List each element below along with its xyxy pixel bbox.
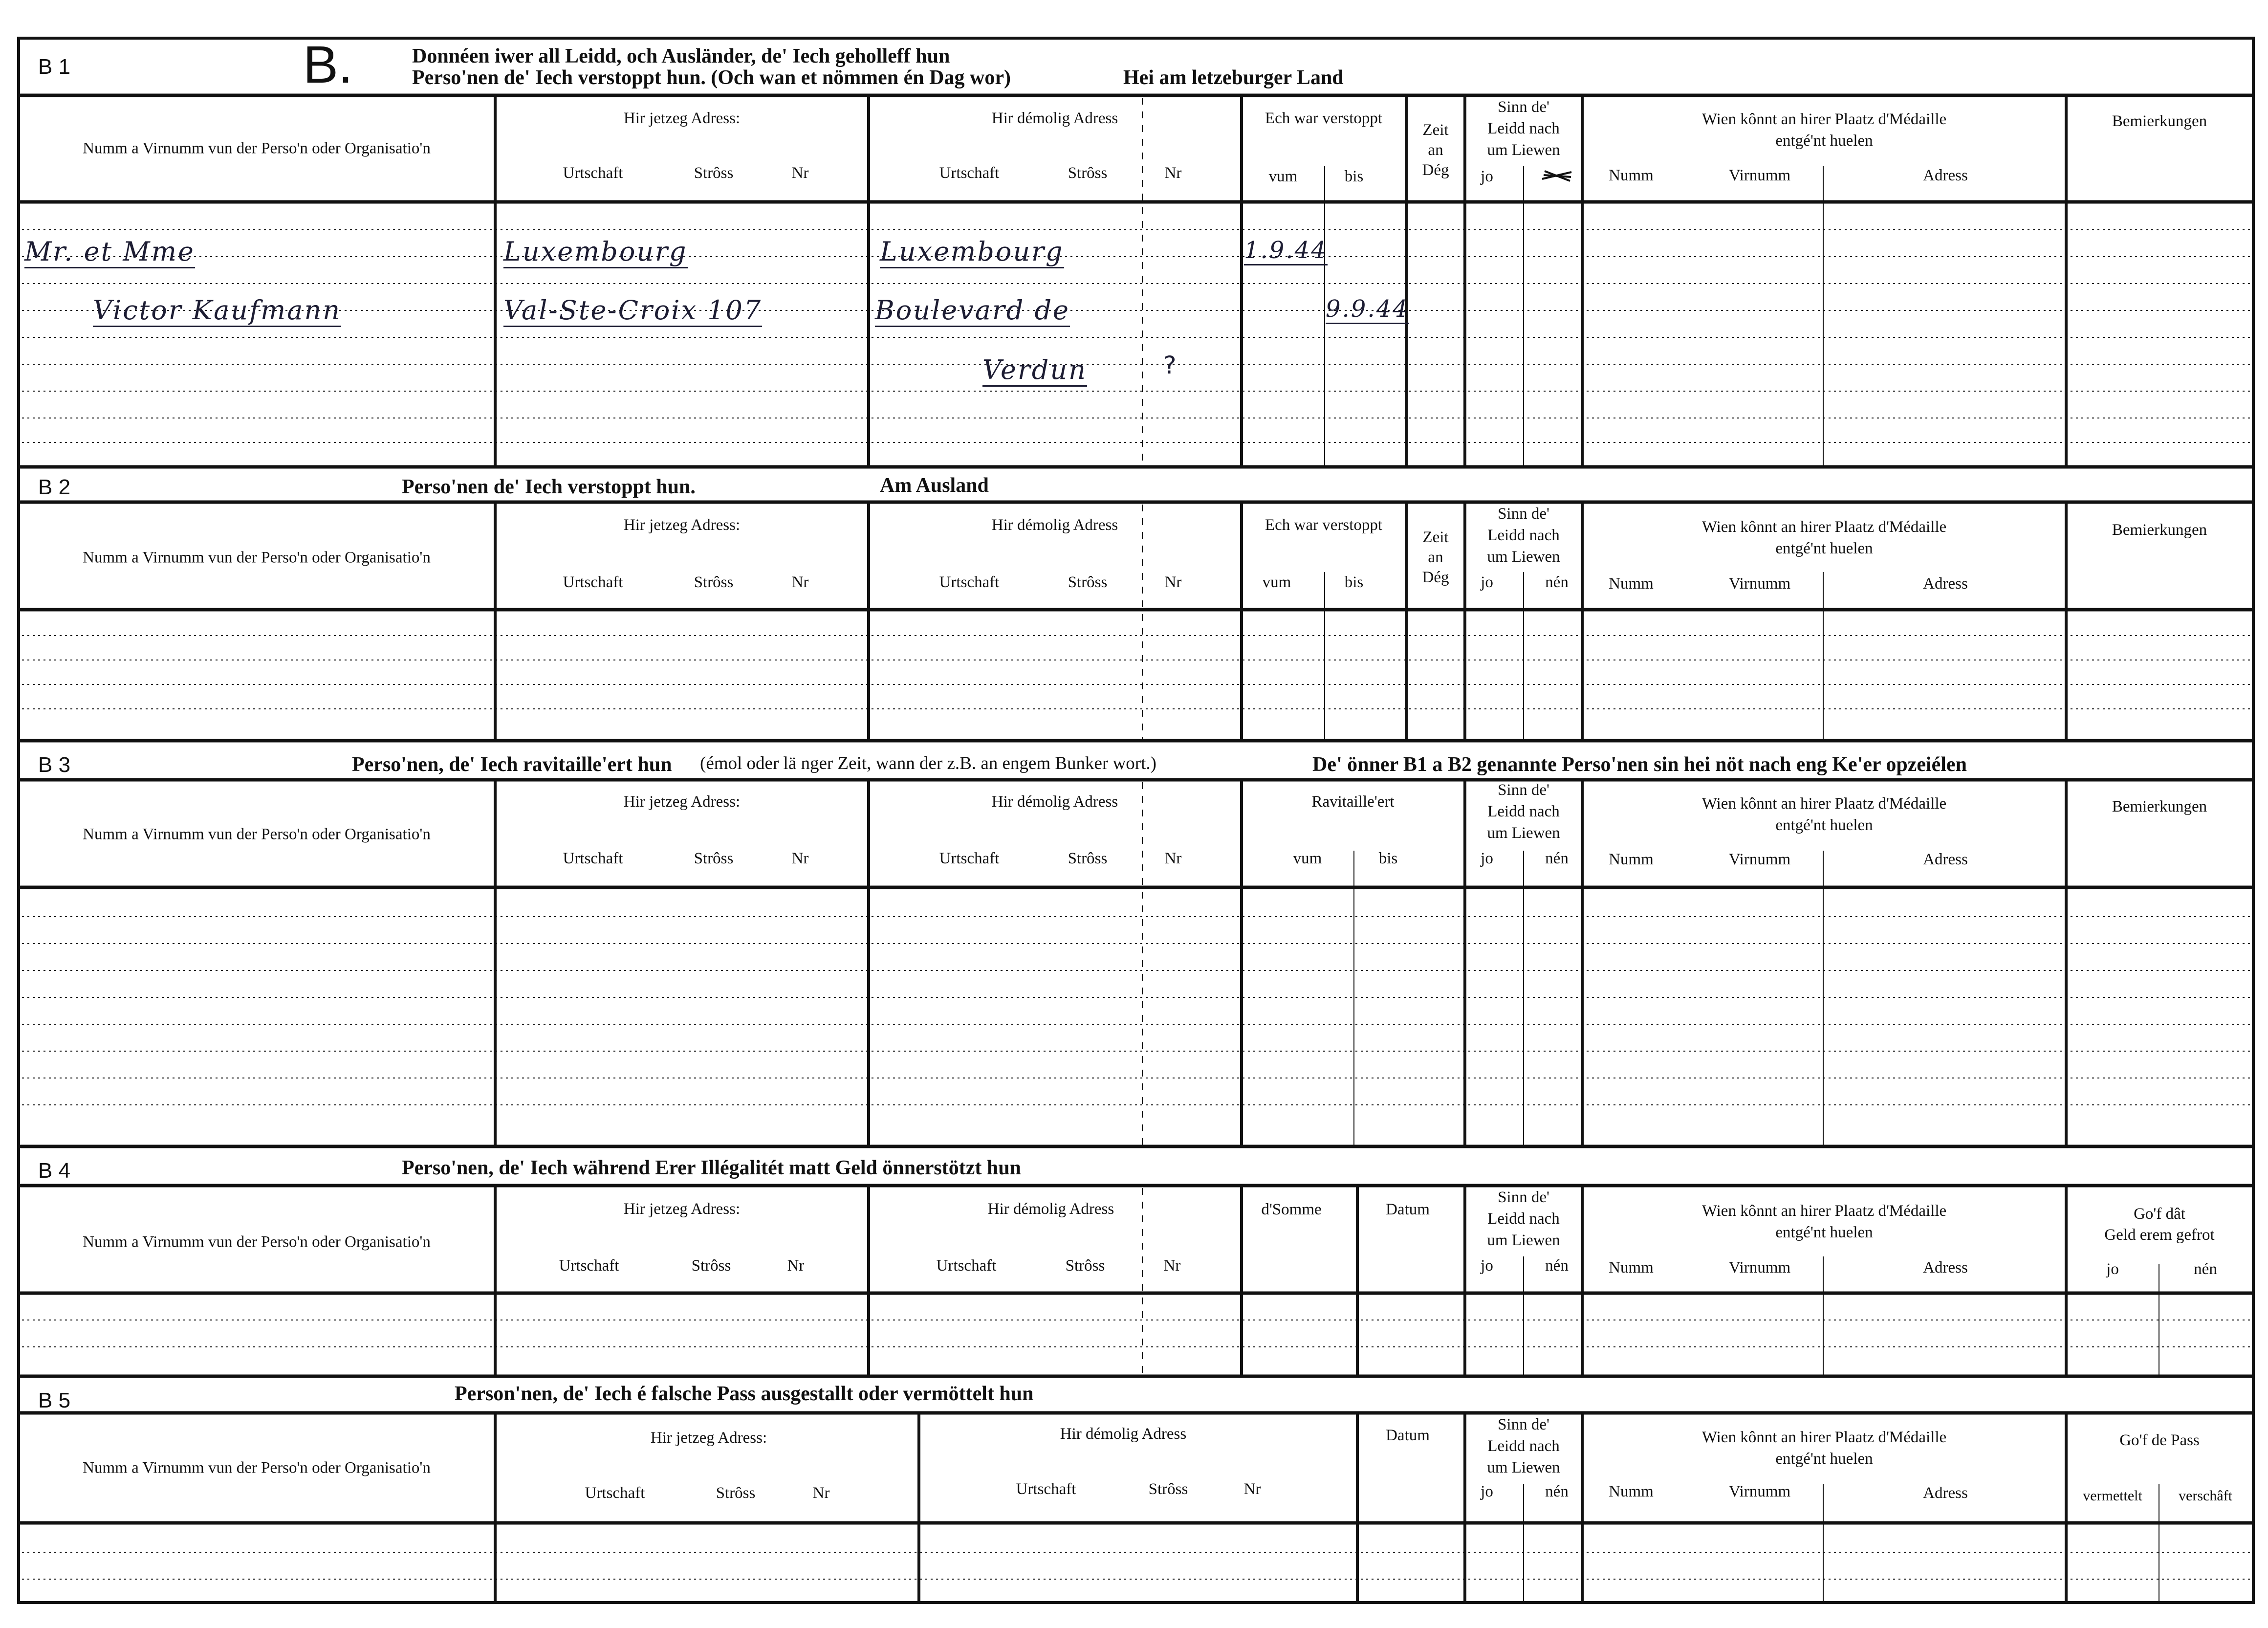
header-pass-given: Go'f de Pass: [2119, 1431, 2200, 1449]
header-from: vum: [1268, 168, 1298, 185]
section-title-b3-instruction: De' önner B1 a B2 genannte Perso'nen sin hei nöt nach eng Ke'er opzeiélen: [1312, 753, 1967, 776]
header-number: Nr: [791, 850, 809, 867]
header-time: Dég: [1422, 161, 1449, 179]
header-medal: entgé'nt huelen: [1775, 1224, 1873, 1241]
header-former-address: Hir démolig Adress: [991, 110, 1118, 127]
header-place: Urtschaft: [939, 573, 1000, 591]
header-sum: d'Somme: [1261, 1201, 1322, 1218]
header-former-address: Hir démolig Adress: [991, 516, 1118, 534]
header-yes: jo: [1481, 1483, 1493, 1500]
header-remarks: Bemierkungen: [2112, 112, 2207, 130]
header-medal-firstname: Virnumm: [1728, 1483, 1791, 1500]
header-alive: um Liewen: [1487, 1232, 1560, 1249]
header-place: Urtschaft: [936, 1257, 997, 1275]
section-id-b4: B 4: [38, 1159, 71, 1183]
header-medal-address: Adress: [1923, 167, 1968, 184]
header-alive: Sinn de': [1498, 1416, 1549, 1433]
header-alive: Leidd nach: [1487, 1210, 1560, 1228]
header-number: Nr: [791, 164, 809, 182]
header-mediated: vermettelt: [2083, 1488, 2142, 1504]
section-id-b1: B 1: [38, 55, 71, 79]
header-place: Urtschaft: [563, 164, 623, 182]
header-issued: verschâft: [2179, 1488, 2232, 1504]
header-alive: Leidd nach: [1487, 120, 1560, 137]
header-yes: jo: [1481, 168, 1493, 185]
section-id-b5: B 5: [38, 1388, 71, 1412]
header-street: Strôss: [716, 1484, 756, 1502]
form-letter: B.: [303, 35, 353, 94]
header-time: Zeit: [1422, 121, 1449, 139]
header-alive: um Liewen: [1487, 548, 1560, 566]
header-alive: um Liewen: [1487, 824, 1560, 842]
header-place: Urtschaft: [585, 1484, 645, 1502]
entry-hidden-from: 1.9.44: [1244, 239, 1328, 265]
header-former-address: Hir démolig Adress: [991, 793, 1118, 811]
header-current-address: Hir jetzeg Adress:: [623, 793, 741, 811]
section-title-b3-note: (émol oder lä nger Zeit, wann der z.B. an engem Bunker wort.): [700, 753, 1156, 773]
header-alive: Leidd nach: [1487, 1437, 1560, 1455]
header-street: Strôss: [691, 1257, 731, 1275]
header-alive: um Liewen: [1487, 141, 1560, 159]
header-time: an: [1428, 141, 1443, 159]
header-medal: Wien kônnt an hirer Plaatz d'Médaille: [1701, 1202, 1947, 1220]
entry-name-line2: Victor Kaufmann: [93, 297, 341, 327]
header-money-back: Geld erem gefrot: [2104, 1226, 2215, 1244]
header-remarks: Bemierkungen: [2112, 521, 2207, 539]
header-medal-name: Numm: [1609, 1259, 1654, 1276]
header-name: Numm a Virnumm vun der Perso'n oder Organisatio'n: [83, 139, 431, 157]
header-medal: entgé'nt huelen: [1775, 132, 1873, 150]
section-id-b3: B 3: [38, 753, 71, 777]
header-number: Nr: [1164, 573, 1182, 591]
header-medal-address: Adress: [1923, 1484, 1968, 1502]
header-former-address: Hir démolig Adress: [987, 1200, 1114, 1218]
header-medal-name: Numm: [1609, 167, 1654, 184]
header-alive: Sinn de': [1498, 781, 1549, 799]
header-money-back: Go'f dât: [2134, 1205, 2185, 1223]
section-title-b1-line1: Donnéen iwer all Leidd, och Ausländer, de' Iech geholleff hun: [412, 45, 950, 67]
header-number: Nr: [1163, 1257, 1181, 1275]
header-street: Strôss: [1068, 164, 1108, 182]
header-time: Zeit: [1422, 528, 1449, 546]
header-number: Nr: [787, 1257, 805, 1275]
header-street: Strôss: [694, 164, 734, 182]
header-name: Numm a Virnumm vun der Perso'n oder Organisatio'n: [83, 549, 431, 567]
header-from: vum: [1293, 850, 1322, 867]
header-yes: jo: [1481, 850, 1493, 867]
header-no: nén: [2194, 1260, 2217, 1278]
header-name: Numm a Virnumm vun der Perso'n oder Organisatio'n: [83, 1459, 431, 1477]
header-number: Nr: [812, 1484, 830, 1502]
header-alive: Sinn de': [1498, 1188, 1549, 1206]
section-title-b1-line2: Perso'nen de' Iech verstoppt hun. (Och wan et nömmen én Dag wor): [412, 66, 1011, 89]
header-no: nén: [1545, 573, 1569, 591]
entry-current-street: Val-Ste-Croix 107: [503, 297, 762, 327]
header-medal: entgé'nt huelen: [1775, 540, 1873, 557]
header-to: bis: [1344, 573, 1364, 591]
header-yes: jo: [1481, 1257, 1493, 1275]
header-hidden: Ech war verstoppt: [1265, 516, 1383, 534]
header-alive: Leidd nach: [1487, 527, 1560, 544]
section-title-b2-location: Am Ausland: [880, 474, 989, 497]
section-title-b4: Perso'nen, de' Iech während Erer Illégalitét matt Geld önnerstötzt hun: [402, 1157, 1021, 1179]
entry-former-street-line2: Verdun: [982, 357, 1087, 387]
header-medal: Wien kônnt an hirer Plaatz d'Médaille: [1701, 110, 1947, 128]
header-medal: entgé'nt huelen: [1775, 1450, 1873, 1468]
header-name: Numm a Virnumm vun der Perso'n oder Organisatio'n: [83, 1233, 431, 1251]
header-number: Nr: [1243, 1480, 1261, 1498]
header-street: Strôss: [1068, 573, 1108, 591]
header-place: Urtschaft: [563, 573, 623, 591]
header-number: Nr: [1164, 850, 1182, 867]
header-place: Urtschaft: [939, 850, 1000, 867]
header-medal-address: Adress: [1923, 1259, 1968, 1276]
header-alive: Sinn de': [1498, 98, 1549, 116]
header-hidden: Ech war verstoppt: [1265, 110, 1383, 127]
section-id-b2: B 2: [38, 475, 71, 499]
header-place: Urtschaft: [1016, 1480, 1076, 1498]
header-medal: Wien kônnt an hirer Plaatz d'Médaille: [1701, 1429, 1947, 1446]
header-medal-firstname: Virnumm: [1728, 1259, 1791, 1276]
entry-question-mark: ?: [1163, 351, 1177, 379]
header-street: Strôss: [1068, 850, 1108, 867]
header-place: Urtschaft: [563, 850, 623, 867]
header-to: bis: [1378, 850, 1398, 867]
header-date: Datum: [1386, 1201, 1430, 1218]
header-current-address: Hir jetzeg Adress:: [623, 1200, 741, 1218]
header-alive: Sinn de': [1498, 505, 1549, 523]
header-name: Numm a Virnumm vun der Perso'n oder Organisatio'n: [83, 825, 431, 843]
header-medal-firstname: Virnumm: [1728, 575, 1791, 593]
header-place: Urtschaft: [559, 1257, 619, 1275]
header-current-address: Hir jetzeg Adress:: [623, 110, 741, 127]
header-street: Strôss: [694, 573, 734, 591]
entry-hidden-to: 9.9.44: [1326, 297, 1409, 324]
header-no: nén: [1545, 1483, 1569, 1500]
header-current-address: Hir jetzeg Adress:: [650, 1429, 767, 1447]
section-title-b5: Person'nen, de' Iech é falsche Pass ausgestallt oder vermöttelt hun: [455, 1383, 1034, 1405]
header-street: Strôss: [1065, 1257, 1105, 1275]
header-date: Datum: [1386, 1427, 1430, 1444]
header-to: bis: [1344, 168, 1364, 185]
header-medal-name: Numm: [1609, 851, 1654, 868]
header-medal-firstname: Virnumm: [1728, 167, 1791, 184]
header-medal-address: Adress: [1923, 851, 1968, 868]
header-no: nén: [1545, 850, 1569, 867]
header-current-address: Hir jetzeg Adress:: [623, 516, 741, 534]
header-yes: jo: [2106, 1260, 2119, 1278]
section-title-b1-location: Hei am letzeburger Land: [1123, 66, 1344, 89]
header-medal-name: Numm: [1609, 575, 1654, 593]
header-from: vum: [1262, 573, 1291, 591]
header-alive: um Liewen: [1487, 1459, 1560, 1476]
header-number: Nr: [791, 573, 809, 591]
header-medal: entgé'nt huelen: [1775, 816, 1873, 834]
entry-former-street-line1: Boulevard de: [875, 297, 1070, 327]
entry-name-line1: Mr. et Mme: [24, 239, 195, 268]
header-medal: Wien kônnt an hirer Plaatz d'Médaille: [1701, 518, 1947, 536]
header-medal-name: Numm: [1609, 1483, 1654, 1500]
entry-former-place: Luxembourg: [880, 239, 1064, 268]
header-place: Urtschaft: [939, 164, 1000, 182]
header-remarks: Bemierkungen: [2112, 798, 2207, 815]
header-medal-address: Adress: [1923, 575, 1968, 593]
header-medal: Wien kônnt an hirer Plaatz d'Médaille: [1701, 795, 1947, 813]
section-title-b3: Perso'nen, de' Iech ravitaille'ert hun: [352, 753, 672, 776]
section-title-b2: Perso'nen de' Iech verstoppt hun.: [402, 476, 696, 498]
header-supplied: Ravitaille'ert: [1311, 793, 1395, 811]
header-time: Dég: [1422, 569, 1449, 586]
entry-current-place: Luxembourg: [503, 239, 688, 268]
header-medal-firstname: Virnumm: [1728, 851, 1791, 868]
header-number: Nr: [1164, 164, 1182, 182]
header-yes: jo: [1481, 573, 1493, 591]
header-no: nén: [1545, 1257, 1569, 1275]
header-former-address: Hir démolig Adress: [1060, 1425, 1187, 1443]
header-street: Strôss: [694, 850, 734, 867]
header-street: Strôss: [1148, 1480, 1188, 1498]
header-time: an: [1428, 549, 1443, 566]
header-alive: Leidd nach: [1487, 803, 1560, 820]
